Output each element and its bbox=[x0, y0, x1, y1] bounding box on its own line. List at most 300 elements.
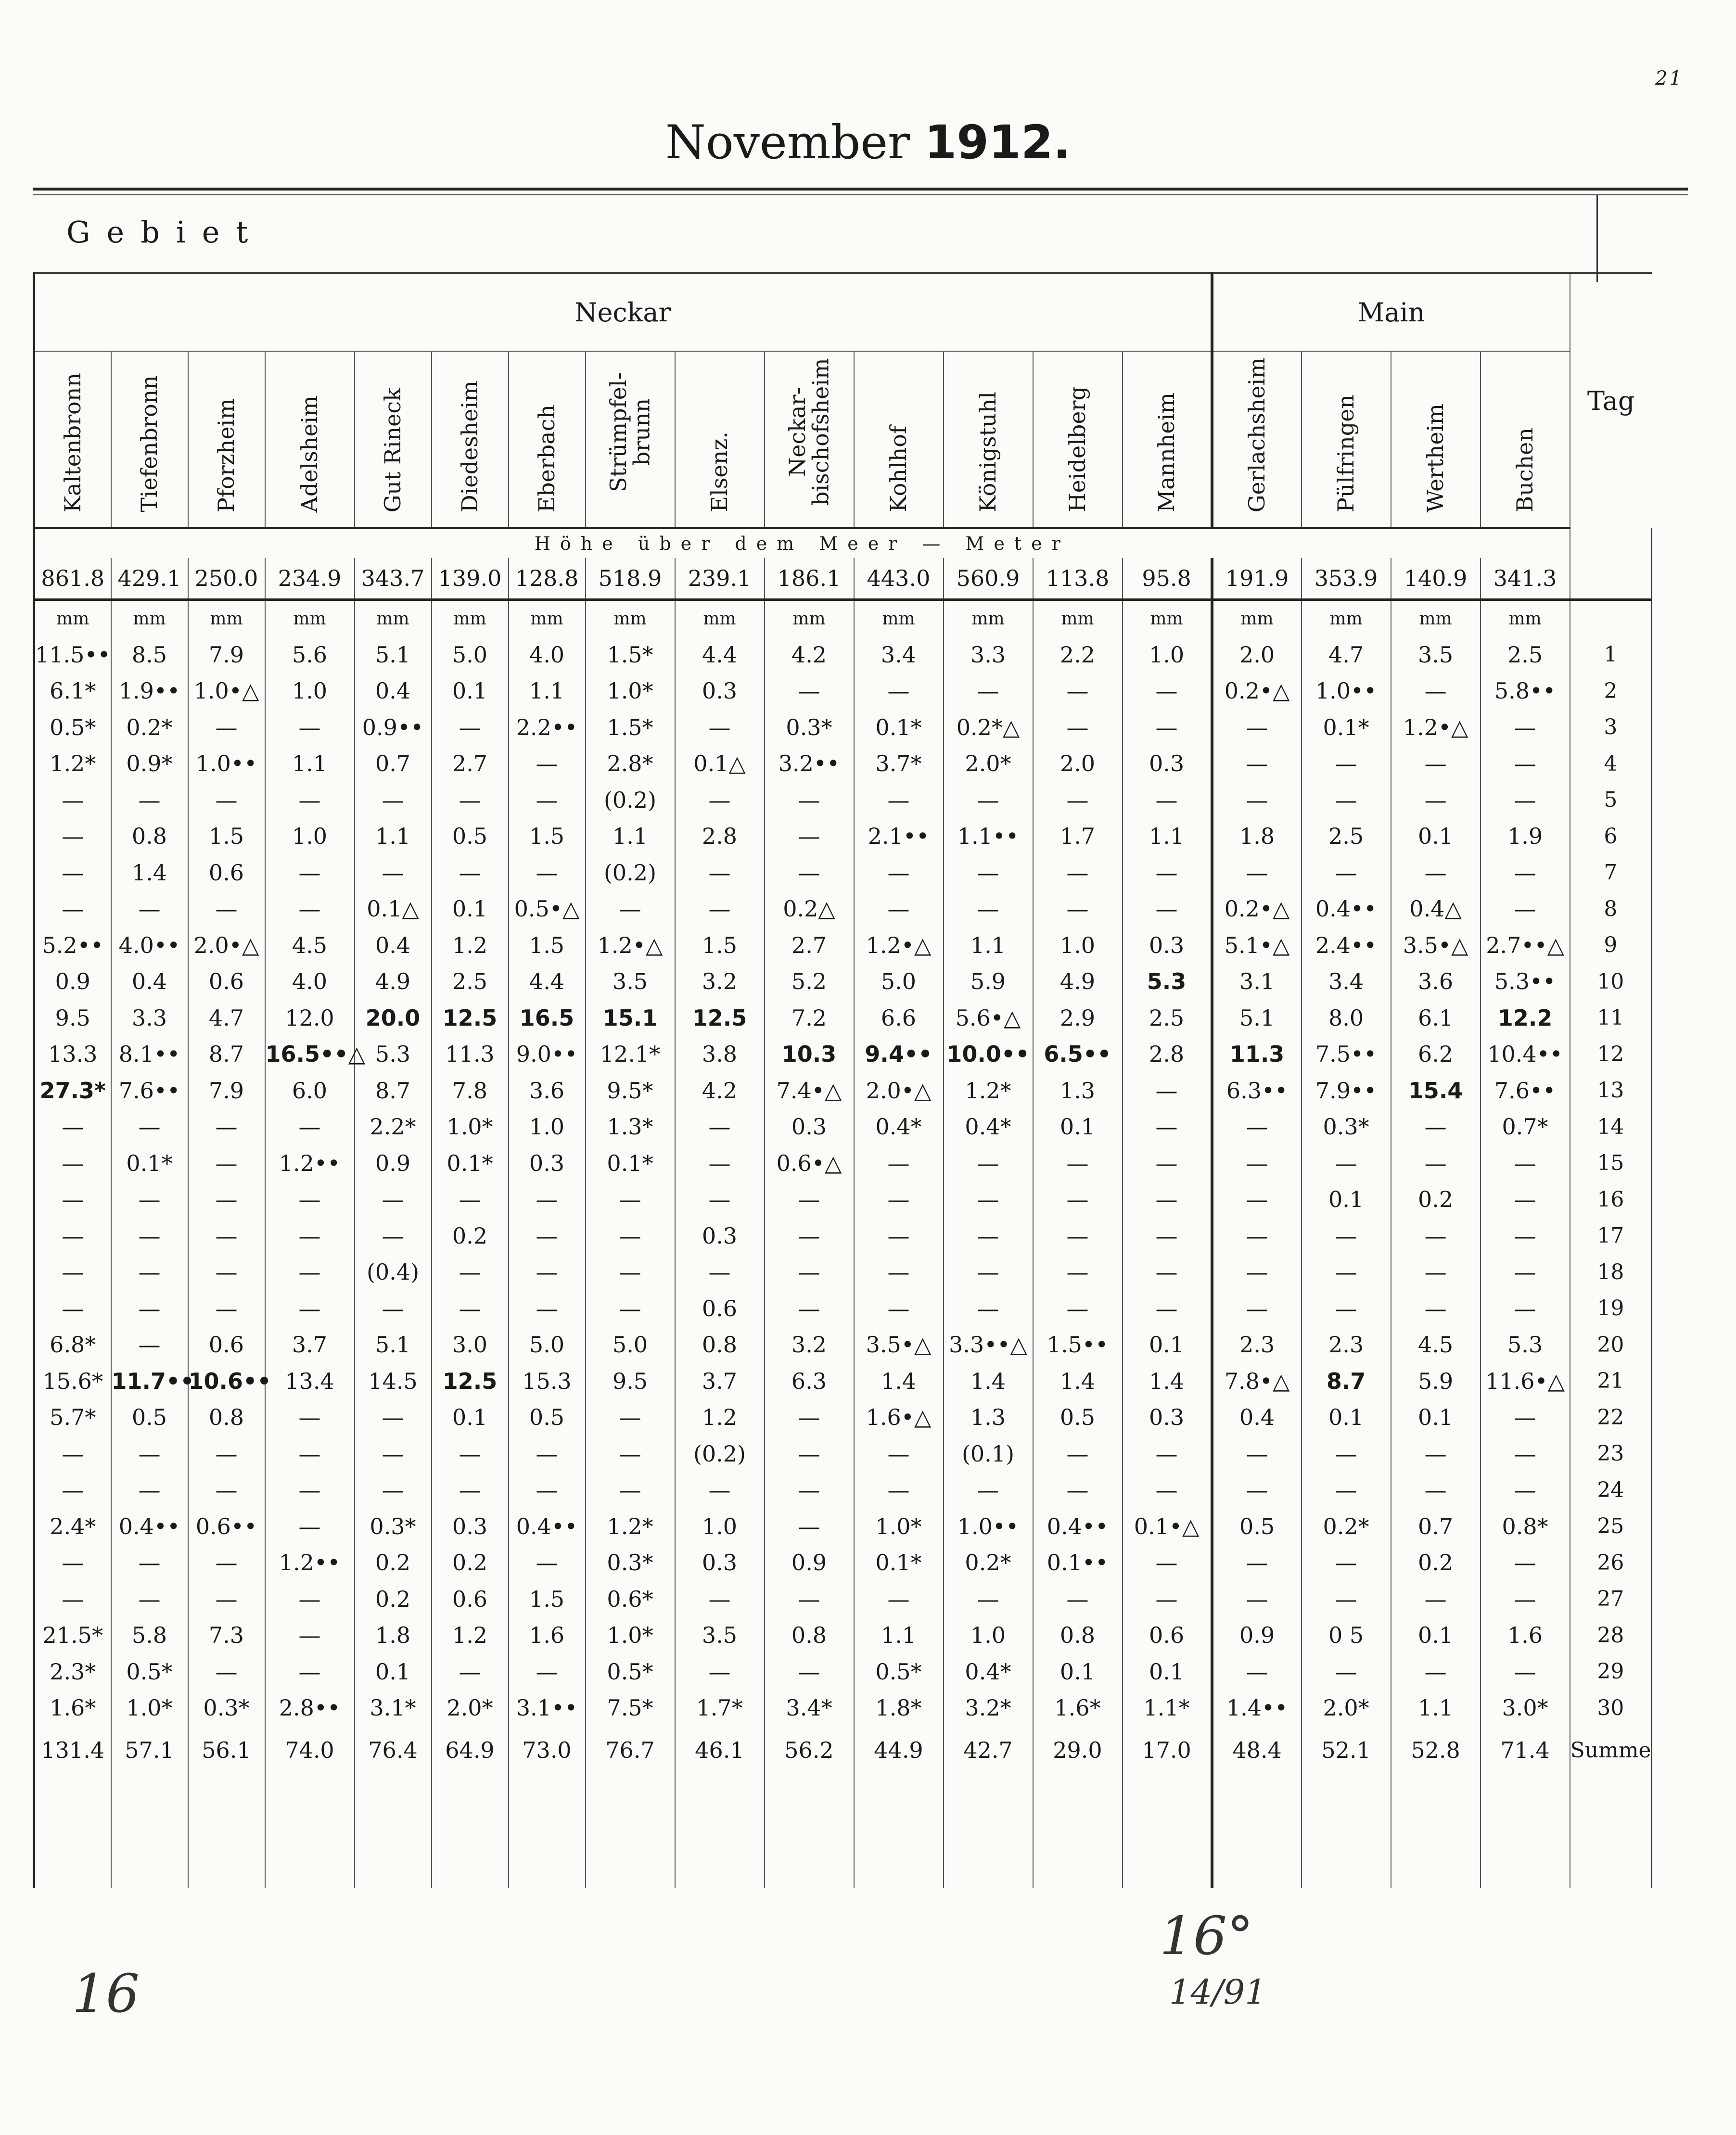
precip-cell bbox=[1123, 1617, 1212, 1654]
precip-cell bbox=[1481, 673, 1570, 710]
precip-cell bbox=[188, 1545, 265, 1581]
precip-cell bbox=[355, 964, 432, 1000]
station-elevation: 191.9 bbox=[1212, 558, 1302, 600]
precip-cell bbox=[1212, 1399, 1302, 1436]
precip-value: 2.8 bbox=[702, 823, 738, 850]
precip-cell bbox=[265, 891, 355, 928]
precip-value: — bbox=[1155, 1186, 1178, 1213]
precip-value: 4.0 bbox=[292, 968, 328, 995]
precip-cell bbox=[1033, 746, 1123, 782]
unit-label: mm bbox=[1481, 600, 1570, 637]
precip-value: — bbox=[1246, 1222, 1268, 1249]
precip-value: — bbox=[1424, 1440, 1447, 1467]
precip-value: — bbox=[1514, 1658, 1536, 1685]
precip-cell bbox=[854, 782, 944, 818]
day-number: 12 bbox=[1570, 1036, 1652, 1073]
precip-cell bbox=[34, 818, 111, 855]
precip-cell bbox=[34, 1036, 111, 1073]
day-number: 16 bbox=[1570, 1182, 1652, 1218]
precip-value: 0.5 bbox=[1239, 1513, 1275, 1539]
table-row bbox=[34, 1254, 1652, 1291]
precip-cell bbox=[944, 1617, 1033, 1654]
precip-cell bbox=[854, 1109, 944, 1145]
precip-value: 0.3 bbox=[791, 1114, 827, 1140]
precip-cell bbox=[854, 1072, 944, 1109]
precip-value: — bbox=[382, 1295, 404, 1322]
precip-value: 5.1•△ bbox=[1224, 932, 1290, 958]
precip-cell bbox=[509, 1545, 586, 1581]
precip-cell bbox=[1391, 1690, 1481, 1727]
day-number: 25 bbox=[1570, 1508, 1652, 1545]
precip-value: 2.8•• bbox=[279, 1695, 341, 1721]
precip-value: — bbox=[798, 823, 820, 850]
blank-cell bbox=[1302, 1774, 1391, 1888]
precip-cell bbox=[1391, 927, 1481, 964]
precip-cell bbox=[355, 1581, 432, 1617]
precip-cell bbox=[944, 746, 1033, 782]
precip-cell bbox=[586, 1617, 675, 1654]
precip-value: 0.2 bbox=[1417, 1550, 1454, 1576]
precip-cell bbox=[765, 1399, 854, 1436]
precip-value: 3.7 bbox=[702, 1368, 738, 1394]
precip-value: — bbox=[1424, 1222, 1447, 1249]
precipitation-table bbox=[33, 272, 1652, 1888]
station-header bbox=[1481, 351, 1570, 528]
precip-cell bbox=[586, 1690, 675, 1727]
precip-cell bbox=[111, 818, 188, 855]
precip-value: — bbox=[536, 1186, 558, 1213]
precip-cell bbox=[1481, 636, 1570, 673]
precip-value: — bbox=[1514, 750, 1536, 777]
precip-value: 0.1 bbox=[452, 896, 488, 922]
precip-cell bbox=[188, 1581, 265, 1617]
precip-cell bbox=[1212, 1254, 1302, 1291]
day-number: 6 bbox=[1570, 818, 1652, 855]
precip-value: 1.2•△ bbox=[1403, 714, 1468, 740]
precip-value: 2.0* bbox=[965, 750, 1011, 777]
precip-cell bbox=[34, 1653, 111, 1690]
station-elevation: 95.8 bbox=[1123, 558, 1212, 600]
precip-cell bbox=[1212, 1617, 1302, 1654]
unit-label: mm bbox=[355, 600, 432, 637]
precip-value: 5.8•• bbox=[1494, 678, 1556, 704]
table-row bbox=[34, 1145, 1652, 1182]
region-neckar: Neckar bbox=[34, 273, 1212, 352]
precip-cell bbox=[675, 1327, 765, 1363]
precip-cell bbox=[355, 709, 432, 746]
precip-value: 1.0 bbox=[970, 1622, 1006, 1649]
precip-value: 0.4•• bbox=[118, 1513, 180, 1539]
precip-value: 1.1 bbox=[970, 932, 1006, 958]
precip-cell bbox=[1391, 1072, 1481, 1109]
precip-value: — bbox=[62, 1259, 84, 1285]
precip-cell bbox=[944, 1327, 1033, 1363]
precip-cell bbox=[509, 1399, 586, 1436]
precip-cell bbox=[188, 1000, 265, 1036]
precip-cell bbox=[854, 1399, 944, 1436]
precip-cell bbox=[765, 1254, 854, 1291]
precip-cell bbox=[355, 1363, 432, 1399]
precip-value: 6.2 bbox=[1417, 1041, 1454, 1068]
precip-cell bbox=[1033, 1581, 1123, 1617]
precip-cell bbox=[509, 1109, 586, 1145]
unit-label: mm bbox=[1302, 600, 1391, 637]
precip-cell bbox=[1481, 1072, 1570, 1109]
precip-value: — bbox=[977, 859, 999, 886]
precip-cell bbox=[432, 1363, 509, 1399]
precip-cell bbox=[355, 1036, 432, 1073]
elevation-caption-row bbox=[34, 528, 1652, 559]
precip-cell bbox=[854, 1290, 944, 1327]
precip-value: — bbox=[887, 1186, 910, 1213]
precip-cell bbox=[265, 746, 355, 782]
precip-value: 12.0 bbox=[285, 1004, 334, 1031]
precip-cell bbox=[355, 818, 432, 855]
precip-cell bbox=[355, 1508, 432, 1545]
precip-cell bbox=[1391, 1545, 1481, 1581]
precip-value: 1.8 bbox=[375, 1622, 411, 1649]
precip-value: 7.5•• bbox=[1315, 1041, 1377, 1068]
precip-cell bbox=[1302, 1581, 1391, 1617]
precip-value: 0.4* bbox=[875, 1114, 922, 1140]
precip-cell bbox=[854, 1545, 944, 1581]
precip-cell bbox=[1391, 1145, 1481, 1182]
precip-value: 4.9 bbox=[1059, 968, 1096, 995]
precip-cell bbox=[1391, 854, 1481, 891]
blank-cell bbox=[1212, 1774, 1302, 1888]
day-number: 22 bbox=[1570, 1399, 1652, 1436]
precip-value: 0.6 bbox=[208, 968, 244, 995]
precip-cell bbox=[355, 1218, 432, 1254]
precip-value: — bbox=[459, 714, 481, 740]
precip-cell bbox=[188, 673, 265, 710]
precip-cell bbox=[432, 1109, 509, 1145]
precip-value: 4.0•• bbox=[118, 932, 180, 958]
precip-cell bbox=[1391, 1436, 1481, 1472]
precip-cell bbox=[111, 1072, 188, 1109]
precip-value: — bbox=[298, 1477, 321, 1503]
precip-cell bbox=[509, 1036, 586, 1073]
blank-cell bbox=[355, 1774, 432, 1888]
precip-cell bbox=[944, 782, 1033, 818]
precip-cell bbox=[432, 1653, 509, 1690]
precip-cell bbox=[1123, 709, 1212, 746]
precip-value: — bbox=[708, 1186, 731, 1213]
precip-cell bbox=[1033, 782, 1123, 818]
station-header bbox=[1391, 351, 1481, 528]
precip-value: — bbox=[536, 1259, 558, 1285]
precip-cell bbox=[854, 1254, 944, 1291]
precip-cell bbox=[765, 673, 854, 710]
precip-value: 1.5•• bbox=[1047, 1332, 1109, 1358]
unit-label: mm bbox=[432, 600, 509, 637]
precip-cell bbox=[1033, 1436, 1123, 1472]
precip-value: — bbox=[298, 787, 321, 813]
precip-value: 0.2 bbox=[452, 1222, 488, 1249]
precip-value: — bbox=[1335, 1222, 1357, 1249]
precip-value: 1.1 bbox=[1149, 823, 1185, 850]
precip-value: 1.5* bbox=[607, 641, 653, 668]
precip-cell bbox=[1123, 854, 1212, 891]
precip-cell bbox=[188, 1508, 265, 1545]
precip-value: 3.8 bbox=[702, 1041, 738, 1068]
precip-value: — bbox=[1424, 1477, 1447, 1503]
precip-cell bbox=[509, 1327, 586, 1363]
precip-cell bbox=[765, 1218, 854, 1254]
precip-cell bbox=[1212, 1036, 1302, 1073]
precip-value: — bbox=[1246, 1586, 1268, 1612]
precip-value: — bbox=[887, 896, 910, 922]
precip-cell bbox=[432, 1145, 509, 1182]
precip-value: 1.6 bbox=[1507, 1622, 1543, 1649]
precip-value: 0.5 bbox=[452, 823, 488, 850]
precip-value: 3.4 bbox=[1328, 968, 1364, 995]
precip-cell bbox=[265, 1436, 355, 1472]
precip-cell bbox=[111, 1109, 188, 1145]
precip-value: 3.6 bbox=[529, 1077, 565, 1104]
precip-cell bbox=[509, 1617, 586, 1654]
precip-value: 0.3* bbox=[786, 714, 832, 740]
precip-value: 3.0* bbox=[1502, 1695, 1548, 1721]
precip-value: 1.0 bbox=[702, 1513, 738, 1539]
precip-value: 1.2•• bbox=[279, 1550, 341, 1576]
precip-value: 10.0•• bbox=[946, 1041, 1030, 1068]
precip-value: 6.3 bbox=[791, 1368, 827, 1394]
station-sum: 42.7 bbox=[944, 1726, 1033, 1774]
station-name: Gut Rineck bbox=[380, 387, 406, 512]
table-row bbox=[34, 964, 1652, 1000]
precip-value: 2.7 bbox=[791, 932, 827, 958]
precip-cell bbox=[586, 1581, 675, 1617]
gebiet-label: Gebiet bbox=[66, 215, 265, 250]
precip-value: 0.1 bbox=[1149, 1332, 1185, 1358]
day-number: 29 bbox=[1570, 1653, 1652, 1690]
precip-value: (0.2) bbox=[603, 859, 657, 886]
precip-cell bbox=[1481, 964, 1570, 1000]
station-elevation: 861.8 bbox=[34, 558, 111, 600]
precip-value: — bbox=[138, 1114, 161, 1140]
precip-value: — bbox=[62, 1222, 84, 1249]
unit-tag-cell bbox=[1570, 600, 1652, 637]
precip-value: 0 5 bbox=[1328, 1622, 1364, 1649]
precip-cell bbox=[1123, 1690, 1212, 1727]
precip-value: 2.7••△ bbox=[1486, 932, 1564, 958]
precip-value: 0.1* bbox=[1323, 714, 1369, 740]
precip-value: 1.2•△ bbox=[866, 932, 932, 958]
precip-cell bbox=[111, 1508, 188, 1545]
unit-label: mm bbox=[34, 600, 111, 637]
precip-cell bbox=[111, 1581, 188, 1617]
precip-value: 10.3 bbox=[781, 1041, 837, 1068]
day-number: 28 bbox=[1570, 1617, 1652, 1654]
precip-cell bbox=[854, 636, 944, 673]
precip-value: 1.0•• bbox=[195, 750, 257, 777]
precip-value: 11.3 bbox=[445, 1041, 495, 1068]
precip-cell bbox=[188, 782, 265, 818]
day-number: 8 bbox=[1570, 891, 1652, 928]
precip-value: 0.7 bbox=[375, 750, 411, 777]
precip-value: 2.2 bbox=[1059, 641, 1096, 668]
precip-cell bbox=[188, 1399, 265, 1436]
precip-value: — bbox=[62, 1150, 84, 1176]
precip-cell bbox=[355, 1399, 432, 1436]
station-sum: 76.7 bbox=[586, 1726, 675, 1774]
precip-cell bbox=[1123, 1254, 1212, 1291]
precip-cell bbox=[1302, 927, 1391, 964]
precip-value: 5.1 bbox=[375, 1332, 411, 1358]
precip-cell bbox=[432, 1072, 509, 1109]
precip-cell bbox=[854, 1000, 944, 1036]
precip-cell bbox=[1302, 1000, 1391, 1036]
precip-cell bbox=[188, 1690, 265, 1727]
precip-cell bbox=[1302, 1218, 1391, 1254]
precip-cell bbox=[265, 1218, 355, 1254]
precip-cell bbox=[355, 1109, 432, 1145]
day-number: 23 bbox=[1570, 1436, 1652, 1472]
precip-value: 7.6•• bbox=[1494, 1077, 1556, 1104]
precip-value: 7.8•△ bbox=[1224, 1368, 1290, 1394]
precip-value: — bbox=[798, 1658, 820, 1685]
precip-value: 0.1 bbox=[1328, 1404, 1364, 1431]
day-number: 11 bbox=[1570, 1000, 1652, 1036]
precip-cell bbox=[1481, 1254, 1570, 1291]
station-name: Mannheim bbox=[1153, 393, 1180, 512]
precip-value: — bbox=[798, 1404, 820, 1431]
precip-value: 2.5 bbox=[1507, 641, 1543, 668]
precip-cell bbox=[509, 1290, 586, 1327]
precip-cell bbox=[944, 1000, 1033, 1036]
precip-cell bbox=[1033, 1000, 1123, 1036]
precip-cell bbox=[586, 1399, 675, 1436]
precip-cell bbox=[111, 1617, 188, 1654]
precip-value: — bbox=[977, 787, 999, 813]
station-name: Kohlhof bbox=[885, 426, 912, 512]
precip-cell bbox=[111, 1254, 188, 1291]
precip-value: — bbox=[708, 1586, 731, 1612]
table-row bbox=[34, 1436, 1652, 1472]
precip-value: 0.3 bbox=[452, 1513, 488, 1539]
station-sum: 73.0 bbox=[509, 1726, 586, 1774]
precip-value: — bbox=[298, 896, 321, 922]
precip-value: — bbox=[382, 1222, 404, 1249]
precip-value: — bbox=[708, 859, 731, 886]
station-elevation: 429.1 bbox=[111, 558, 188, 600]
precip-cell bbox=[355, 1327, 432, 1363]
precip-value: 0.8 bbox=[702, 1332, 738, 1358]
precip-value: 3.7 bbox=[292, 1332, 328, 1358]
precip-value: — bbox=[619, 1404, 641, 1431]
precip-cell bbox=[34, 891, 111, 928]
precip-value: — bbox=[298, 1114, 321, 1140]
precip-value: — bbox=[1155, 1477, 1178, 1503]
precip-cell bbox=[765, 891, 854, 928]
station-name: Buchen bbox=[1512, 428, 1538, 512]
precip-cell bbox=[1391, 1254, 1481, 1291]
elevation-caption: Höhe über dem Meer — Meter bbox=[34, 528, 1570, 559]
precip-value: 0.9 bbox=[55, 968, 90, 995]
precip-cell bbox=[1302, 673, 1391, 710]
precip-value: — bbox=[1246, 1440, 1268, 1467]
precip-value: — bbox=[708, 896, 731, 922]
precip-value: 0.4•• bbox=[516, 1513, 578, 1539]
precip-cell bbox=[188, 818, 265, 855]
precip-cell bbox=[432, 1254, 509, 1291]
precip-value: 2.4* bbox=[50, 1513, 96, 1539]
precip-cell bbox=[944, 1036, 1033, 1073]
precip-cell bbox=[1123, 1436, 1212, 1472]
precip-cell bbox=[1123, 746, 1212, 782]
precip-cell bbox=[1302, 1327, 1391, 1363]
precip-cell bbox=[1212, 1653, 1302, 1690]
precip-value: 3.1 bbox=[1239, 968, 1275, 995]
precip-value: — bbox=[1424, 678, 1447, 704]
precip-cell bbox=[188, 1036, 265, 1073]
unit-label: mm bbox=[509, 600, 586, 637]
precip-value: 6.6 bbox=[881, 1004, 917, 1031]
precip-value: 1.0 bbox=[292, 678, 328, 704]
precip-cell bbox=[1391, 709, 1481, 746]
precip-cell bbox=[1391, 1182, 1481, 1218]
precip-value: 4.2 bbox=[791, 641, 827, 668]
precip-cell bbox=[111, 1399, 188, 1436]
precip-cell bbox=[586, 1072, 675, 1109]
precip-value: 2.9 bbox=[1059, 1004, 1096, 1031]
precip-value: 0.1•△ bbox=[1134, 1513, 1200, 1539]
precip-cell bbox=[188, 709, 265, 746]
precip-cell bbox=[265, 1182, 355, 1218]
precip-cell bbox=[355, 1617, 432, 1654]
precip-value: 0.1 bbox=[1149, 1658, 1185, 1685]
precip-cell bbox=[34, 636, 111, 673]
precip-cell bbox=[432, 1545, 509, 1581]
precip-cell bbox=[675, 709, 765, 746]
precip-cell bbox=[1033, 1472, 1123, 1509]
precip-cell bbox=[944, 709, 1033, 746]
precip-cell bbox=[675, 782, 765, 818]
precip-value: — bbox=[1066, 1477, 1089, 1503]
precip-value: 1.1•• bbox=[957, 823, 1019, 850]
precip-value: 0.3 bbox=[702, 1222, 738, 1249]
precip-value: 0.3* bbox=[203, 1695, 250, 1721]
precip-value: 0.9•• bbox=[362, 714, 424, 740]
precip-value: — bbox=[536, 1222, 558, 1249]
precip-cell bbox=[34, 1363, 111, 1399]
precip-cell bbox=[854, 1436, 944, 1472]
precip-value: 0.5* bbox=[875, 1658, 922, 1685]
precip-value: — bbox=[708, 1114, 731, 1140]
precip-cell bbox=[854, 1036, 944, 1073]
precip-value: — bbox=[298, 1404, 321, 1431]
day-number: 27 bbox=[1570, 1581, 1652, 1617]
precip-cell bbox=[1033, 1290, 1123, 1327]
precip-cell bbox=[1212, 854, 1302, 891]
precip-cell bbox=[765, 854, 854, 891]
unit-label: mm bbox=[586, 600, 675, 637]
precip-cell bbox=[675, 1109, 765, 1145]
precip-cell bbox=[765, 1690, 854, 1727]
precip-value: 5.0 bbox=[452, 641, 488, 668]
precip-value: 3.2•• bbox=[778, 750, 840, 777]
precip-value: — bbox=[1424, 1586, 1447, 1612]
precip-cell bbox=[586, 1000, 675, 1036]
precip-cell bbox=[854, 1690, 944, 1727]
precip-cell bbox=[765, 746, 854, 782]
precip-cell bbox=[765, 636, 854, 673]
precip-value: — bbox=[138, 1259, 161, 1285]
station-elevation: 443.0 bbox=[854, 558, 944, 600]
precip-cell bbox=[586, 1327, 675, 1363]
precip-cell bbox=[1212, 1000, 1302, 1036]
